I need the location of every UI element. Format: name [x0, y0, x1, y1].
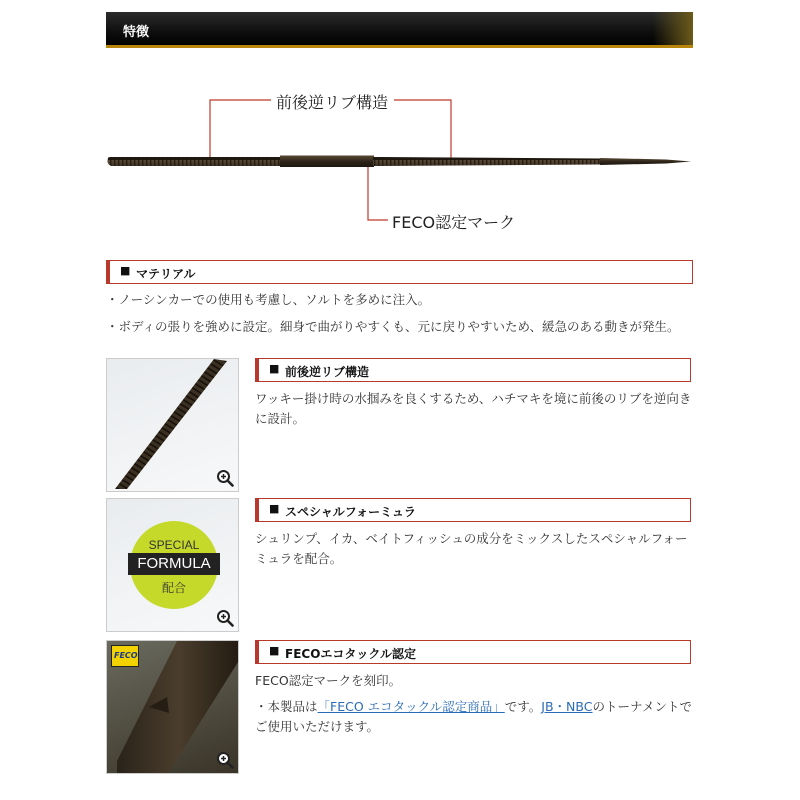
special-formula-heading: スペシャルフォーミュラ — [285, 505, 416, 519]
special-formula-thumbnail[interactable] — [106, 498, 239, 632]
rib-structure-line-1: ワッキー掛け時の水掴みを良くするため、ハチマキを境に前後のリブを逆向き — [255, 391, 692, 406]
jb-nbc-link[interactable]: JB・NBC — [541, 699, 593, 714]
rib-structure-heading-box — [255, 358, 691, 382]
square-bullet-icon: ■ — [269, 362, 280, 375]
callout-feco-mark: FECO認定マーク — [392, 213, 516, 232]
special-formula-line-1: シュリンプ、イカ、ベイトフィッシュの成分をミックスしたスペシャルフォー — [255, 531, 688, 546]
feco-line-3: ご使用いただけます。 — [255, 719, 380, 734]
feco-heading: FECOエコタックル認定 — [285, 647, 417, 661]
feco-line-2-suffix: のトーナメントで — [592, 699, 693, 714]
special-formula-heading-box — [255, 498, 691, 522]
callout-rib-structure: 前後逆リブ構造 — [276, 93, 389, 112]
feco-logo-text: FECO — [114, 651, 138, 660]
badge-bottom-text: 配合 — [161, 581, 186, 595]
section-header-bar — [106, 12, 693, 48]
material-heading: マテリアル — [136, 267, 196, 281]
square-bullet-icon: ■ — [120, 264, 131, 277]
feco-line-2-prefix: ・本製品は — [255, 699, 318, 714]
section-title: 特徴 — [123, 25, 150, 40]
feco-heading-box — [255, 640, 691, 664]
special-formula-line-2: ミュラを配合。 — [255, 551, 343, 566]
feco-eco-tackle-link[interactable]: 「FECO エコタックル認定商品」 — [317, 699, 505, 714]
material-line-1: ・ノーシンカーでの使用も考慮し、ソルトを多めに注入。 — [106, 292, 431, 307]
material-heading-box — [106, 260, 693, 284]
special-formula-badge — [130, 521, 218, 609]
rib-structure-line-2: に設計。 — [255, 411, 306, 426]
material-line-2: ・ボディの張りを強めに設定。細身で曲がりやすくも、元に戻りやすいため、緩急のある動きが発生。 — [106, 319, 680, 334]
square-bullet-icon: ■ — [269, 644, 280, 657]
zoom-in-icon[interactable] — [216, 751, 234, 769]
rib-structure-thumbnail[interactable] — [106, 358, 239, 492]
feco-line-1: FECO認定マークを刻印。 — [255, 673, 402, 688]
worm-diagram — [106, 80, 693, 240]
badge-top-text: SPECIAL — [148, 538, 200, 552]
zoom-in-icon[interactable] — [216, 609, 234, 627]
feco-line-2 — [255, 697, 692, 717]
feco-logo — [111, 645, 139, 667]
zoom-in-icon[interactable] — [216, 469, 234, 487]
badge-middle-text: FORMULA — [128, 553, 220, 575]
feco-thumbnail[interactable] — [106, 640, 239, 774]
rib-structure-heading: 前後逆リブ構造 — [285, 365, 370, 379]
feco-line-2-mid: です。 — [504, 699, 542, 714]
square-bullet-icon: ■ — [269, 502, 280, 515]
